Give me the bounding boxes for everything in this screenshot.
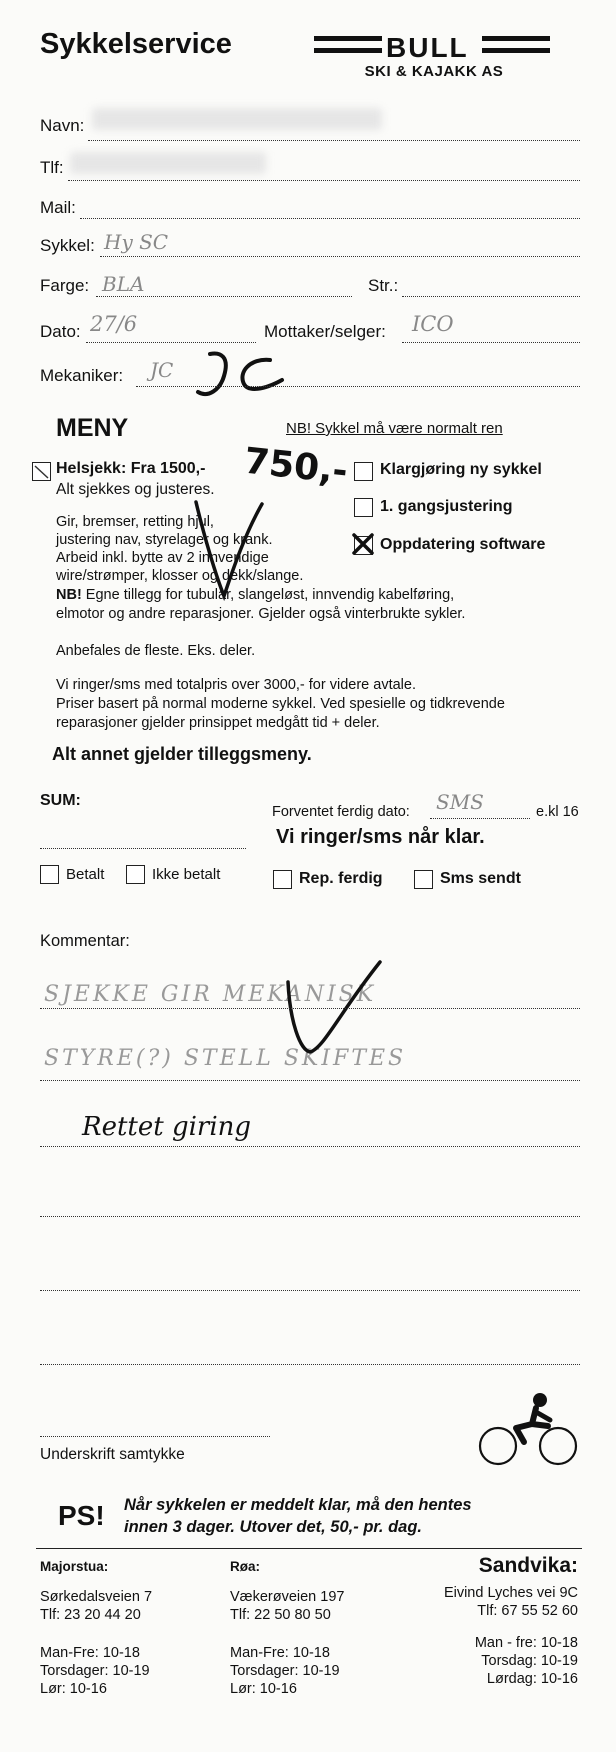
store-address: Eivind Lyches vei 9C	[443, 1585, 578, 1601]
date-label: Dato:	[40, 322, 81, 341]
color-value: BLA	[102, 272, 145, 296]
expected-value: SMS	[436, 790, 484, 814]
bike-line[interactable]	[100, 256, 580, 257]
store-hours-3: Lørdag: 10-16	[486, 1671, 578, 1687]
store-hours-2: Torsdager: 10-19	[40, 1663, 150, 1679]
desc-line-3: Arbeid inkl. bytte av 2 innvendige	[56, 550, 269, 566]
option-gangsjustering-label: 1. gangsjustering	[380, 498, 513, 515]
receiver-line[interactable]	[402, 342, 580, 343]
nb-line-2: elmotor og andre reparasjoner. Gjelder også vinterbrukte sykler.	[56, 606, 466, 622]
mail-label: Mail:	[40, 198, 76, 217]
desc-line-2: justering nav, styrelager og krank.	[56, 532, 273, 548]
option-software-checkbox[interactable]	[354, 536, 373, 555]
store-sandvika	[420, 1554, 578, 1688]
mechanic-signature-mark	[190, 346, 290, 406]
clean-note: NB! Sykkel må være normalt ren	[286, 420, 503, 437]
logo-bars	[314, 32, 550, 62]
store-majorstua	[40, 1558, 152, 1698]
mechanic-label: Mekaniker:	[40, 366, 124, 385]
store-address: Vækerøveien 197	[230, 1589, 345, 1605]
name-label: Navn:	[40, 116, 85, 135]
store-hours-1: Man-Fre: 10-18	[230, 1645, 330, 1661]
logo-main-text: BULL	[386, 32, 469, 63]
color-label: Farge:	[40, 276, 90, 295]
paid-label: Betalt	[66, 866, 105, 883]
x-mark-icon	[351, 532, 375, 556]
sms-sent-checkbox[interactable]	[414, 870, 433, 889]
not-paid-label: Ikke betalt	[152, 866, 221, 883]
date-line[interactable]	[86, 342, 256, 343]
bull-logo	[314, 30, 550, 84]
helsjekk-label: Helsjekk: Fra 1500,-	[56, 460, 206, 477]
bike-label: Sykkel:	[40, 236, 95, 255]
sms-sent-label: Sms sendt	[440, 870, 521, 887]
comment-line-1: SJEKKE GIR MEKANISK	[44, 982, 377, 1007]
cyclist-icon	[476, 1392, 582, 1468]
desc-line-1: Gir, bremser, retting hjul,	[56, 514, 214, 530]
comment-row-1[interactable]	[40, 1008, 580, 1009]
ps-line-2: innen 3 dager. Utover det, 50,- pr. dag.	[124, 1518, 422, 1536]
sum-line[interactable]	[40, 848, 246, 849]
ps-line-1: Når sykkelen er meddelt klar, må den hentes	[124, 1496, 472, 1514]
store-hours-3: Lør: 10-16	[230, 1681, 297, 1697]
price-line-2: Priser basert på normal moderne sykkel. Ved spesielle og tidkrevende	[56, 696, 505, 712]
bike-value: Hy SC	[104, 230, 169, 254]
comment-check-mark	[280, 952, 390, 1062]
store-phone: Tlf: 23 20 44 20	[40, 1607, 141, 1623]
size-label: Str.:	[368, 276, 399, 295]
helsjekk-check-icon	[33, 463, 50, 480]
comment-label: Kommentar:	[40, 932, 130, 950]
signature-label: Underskrift samtykke	[40, 1446, 185, 1463]
paid-checkbox[interactable]	[40, 865, 59, 884]
menu-title: MENY	[56, 414, 129, 442]
extra-menu-note: Alt annet gjelder tilleggsmeny.	[52, 744, 312, 764]
rep-done-label: Rep. ferdig	[299, 870, 383, 887]
signature-line[interactable]	[40, 1436, 270, 1437]
name-redacted	[92, 108, 382, 130]
size-line[interactable]	[402, 296, 580, 297]
handwritten-price: 750,-	[242, 440, 350, 493]
option-klargjoring-checkbox[interactable]	[354, 462, 373, 481]
comment-row-3[interactable]	[40, 1146, 580, 1147]
expected-label: Forventet ferdig dato:	[272, 804, 410, 820]
store-name: Røa:	[230, 1559, 260, 1574]
sum-label: SUM:	[40, 792, 81, 809]
store-hours-3: Lør: 10-16	[40, 1681, 107, 1697]
store-phone: Tlf: 22 50 80 50	[230, 1607, 331, 1623]
call-note: Vi ringer/sms når klar.	[276, 826, 485, 848]
option-gangsjustering-checkbox[interactable]	[354, 498, 373, 517]
phone-label: Tlf:	[40, 158, 64, 177]
comment-line-3: Rettet giring	[82, 1112, 252, 1142]
name-line[interactable]	[88, 140, 580, 141]
store-address: Sørkedalsveien 7	[40, 1589, 153, 1605]
phone-redacted	[70, 152, 266, 174]
price-line-3: reparasjoner gjelder prinsippet medgått tid + deler.	[56, 715, 380, 731]
store-hours-2: Torsdag: 10-19	[481, 1653, 578, 1669]
not-paid-checkbox[interactable]	[126, 865, 145, 884]
comment-row-2[interactable]	[40, 1080, 580, 1081]
ps-label: PS!	[58, 1500, 105, 1531]
receiver-value: ICO	[412, 312, 454, 336]
logo-sub-text: SKI & KAJAKK AS	[364, 63, 504, 80]
nb-text: Egne tillegg for tubular, slangeløst, innvendig kabelføring,	[81, 587, 455, 603]
store-hours-1: Man-Fre: 10-18	[40, 1645, 140, 1661]
rep-done-checkbox[interactable]	[273, 870, 292, 889]
form-title: Sykkelservice	[40, 28, 232, 60]
mail-line[interactable]	[80, 218, 580, 219]
option-klargjoring-label: Klargjøring ny sykkel	[380, 461, 542, 478]
expected-line[interactable]	[430, 818, 530, 819]
recommend-text: Anbefales de fleste. Eks. deler.	[56, 643, 256, 659]
desc-line-4: wire/strømper, klosser og dekk/slange.	[56, 568, 304, 584]
comment-line-2: STYRE(?) STELL SKIFTES	[44, 1046, 407, 1071]
receiver-label: Mottaker/selger:	[264, 322, 386, 341]
comment-row-6[interactable]	[40, 1364, 580, 1365]
comment-row-4[interactable]	[40, 1216, 580, 1217]
mechanic-line[interactable]	[136, 386, 580, 387]
color-line[interactable]	[96, 296, 352, 297]
helsjekk-sub: Alt sjekkes og justeres.	[56, 481, 215, 498]
date-value: 27/6	[90, 312, 138, 336]
helsjekk-checkbox[interactable]	[32, 462, 51, 481]
mechanic-faint-value: JC	[150, 358, 174, 382]
nb-bold: NB!	[56, 587, 82, 603]
price-line-1: Vi ringer/sms med totalpris over 3000,- for videre avtale.	[56, 677, 416, 693]
phone-line[interactable]	[68, 180, 580, 181]
store-hours-1: Man - fre: 10-18	[474, 1635, 578, 1651]
store-name: Sandvika:	[478, 1554, 578, 1577]
store-name: Majorstua:	[40, 1559, 109, 1574]
store-roa	[230, 1558, 344, 1698]
comment-row-5[interactable]	[40, 1290, 580, 1291]
store-hours-2: Torsdager: 10-19	[230, 1663, 340, 1679]
nb-line-1	[56, 587, 454, 605]
footer-divider	[36, 1548, 582, 1549]
option-software-label: Oppdatering software	[380, 536, 546, 553]
expected-suffix: e.kl 16	[536, 804, 579, 820]
store-phone: Tlf: 67 55 52 60	[477, 1603, 578, 1619]
